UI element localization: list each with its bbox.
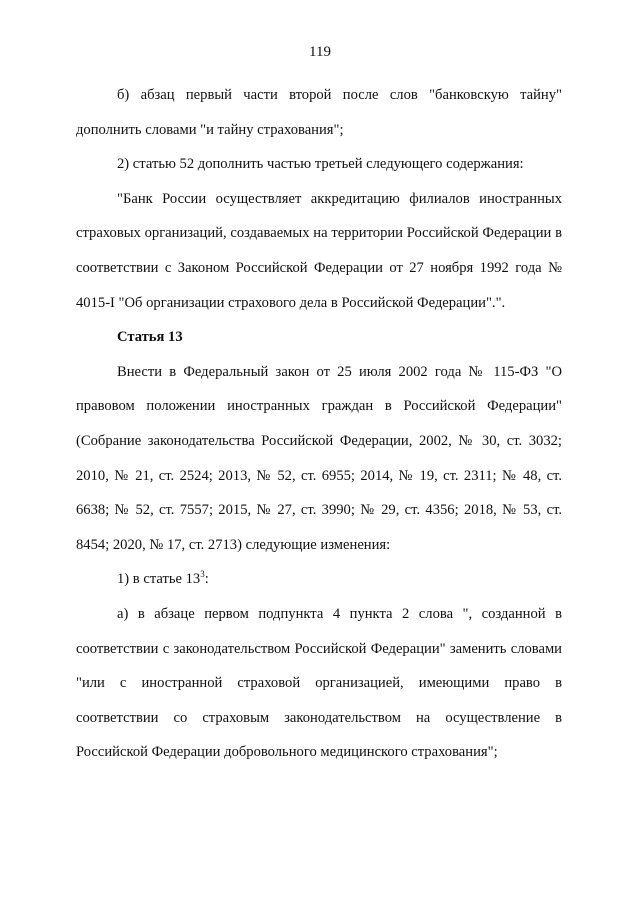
paragraph-amend-law-115: Внести в Федеральный закон от 25 июля 2002 года № 115-ФЗ "О правовом положении иностранных граждан в Российской Федерации" (Собрание законодательства Российской Федерации, 2002, № 30, ст. 3032; 2010, № 21, ст. 2524; 2013, № 52, ст. 6955; 2014, № 19, ст. 2311; № 48, ст. 6638; № 52, ст. 7557; 2015, № 27, ст. 3990; № 29, ст. 4356; 2018, № 53, ст. 8454; 2020, № 17, ст. 2713) следующие изменения: bbox=[76, 363, 562, 553]
item-suffix: : bbox=[204, 571, 209, 588]
document-body bbox=[76, 78, 562, 770]
page-number: 119 bbox=[309, 44, 331, 60]
item-superscript: 3 bbox=[200, 569, 205, 580]
paragraph-subparagraph-4: а) в абзаце первом подпункта 4 пункта 2 слова ", созданной в соответствии с законодательством Российской Федерации" заменить словами "или с иностранной страховой организацией, имеющими право в соответствии со страховым законодательством на осуществление в Российской Федерации добровольного медицинского страхования"; bbox=[76, 605, 562, 761]
article-heading: Статья 13 bbox=[117, 329, 183, 346]
paragraph-article-13-3 bbox=[76, 562, 562, 597]
paragraph-banking-secrecy: б) абзац первый части второй после слов "банковскую тайну" дополнить словами "и тайну страхования"; bbox=[76, 87, 562, 138]
paragraph-bank-of-russia-accreditation: "Банк России осуществляет аккредитацию филиалов иностранных страховых организаций, создаваемых на территории Российской Федерации в соответствии с Законом Российской Федерации от 27 ноября 1992 года № 4015-I "Об организации страхового дела в Российской Федерации".". bbox=[76, 190, 562, 311]
item-prefix: 1) в статье 13 bbox=[117, 571, 201, 588]
paragraph-article-52: 2) статью 52 дополнить частью третьей следующего содержания: bbox=[117, 156, 524, 173]
